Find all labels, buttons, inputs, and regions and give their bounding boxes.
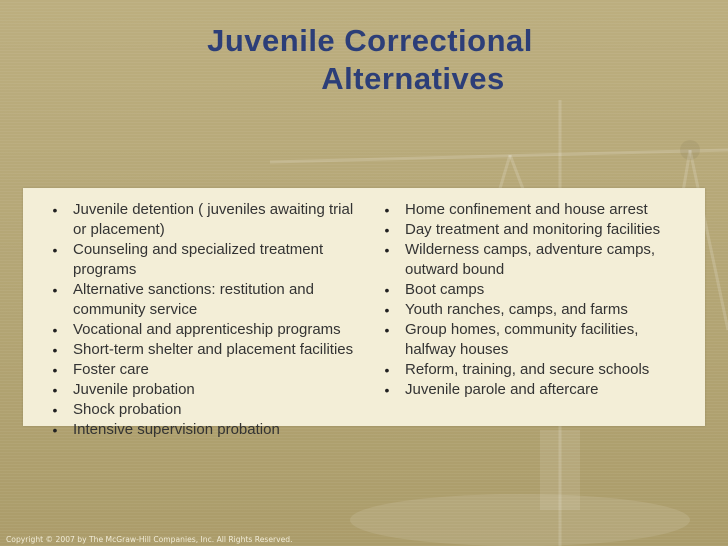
list-item bbox=[381, 320, 691, 360]
list-item bbox=[49, 340, 369, 360]
content-panel bbox=[23, 188, 705, 438]
list-item bbox=[49, 420, 369, 440]
list-item bbox=[49, 280, 369, 320]
list-item bbox=[381, 360, 691, 380]
list-item-text: Youth ranches, camps, and farms bbox=[405, 301, 628, 318]
bullet-icon: • bbox=[384, 362, 390, 378]
bullet-icon: • bbox=[52, 242, 58, 258]
bullet-icon: • bbox=[52, 282, 58, 298]
list-item bbox=[381, 200, 691, 220]
title-line-1: Juvenile Correctional bbox=[207, 23, 533, 58]
list-item-text: Short-term shelter and placement facilities bbox=[73, 341, 354, 358]
bullet-icon: • bbox=[384, 222, 390, 238]
list-item bbox=[381, 300, 691, 320]
copyright-notice: Copyright © 2007 by The McGraw-Hill Companies, Inc. All Rights Reserved. bbox=[6, 535, 293, 544]
slide-title bbox=[140, 22, 600, 98]
bullet-icon: • bbox=[384, 282, 390, 298]
list-item-text: Boot camps bbox=[405, 281, 485, 298]
list-item-text: Foster care bbox=[73, 361, 149, 378]
bullet-icon: • bbox=[384, 302, 390, 318]
list-item-text: Intensive supervision probation bbox=[73, 421, 280, 438]
list-item-text: Wilderness camps, adventure camps, outward bound bbox=[405, 241, 656, 278]
bullet-icon: • bbox=[52, 422, 58, 438]
list-item-text: Juvenile detention ( juveniles awaiting trial or placement) bbox=[73, 201, 354, 238]
bullet-icon: • bbox=[52, 322, 58, 338]
list-item bbox=[49, 380, 369, 400]
title-line-2: Alternatives bbox=[321, 61, 505, 96]
right-bullet-list bbox=[381, 200, 691, 400]
bullet-icon: • bbox=[384, 202, 390, 218]
bullet-icon: • bbox=[52, 342, 58, 358]
list-item-text: Vocational and apprenticeship programs bbox=[73, 321, 341, 338]
list-item bbox=[381, 220, 691, 240]
list-item bbox=[381, 240, 691, 280]
bullet-icon: • bbox=[384, 382, 390, 398]
bullet-icon: • bbox=[52, 202, 58, 218]
list-item-text: Home confinement and house arrest bbox=[405, 201, 648, 218]
list-item-text: Counseling and specialized treatment programs bbox=[73, 241, 324, 278]
bullet-icon: • bbox=[384, 242, 390, 258]
list-item-text: Group homes, community facilities, halfway houses bbox=[405, 321, 639, 358]
list-item-text: Day treatment and monitoring facilities bbox=[405, 221, 661, 238]
bullet-icon: • bbox=[384, 322, 390, 338]
list-item bbox=[49, 360, 369, 380]
bullet-icon: • bbox=[52, 402, 58, 418]
list-item bbox=[381, 280, 691, 300]
list-item bbox=[49, 240, 369, 280]
left-bullet-list bbox=[49, 200, 369, 440]
list-item-text: Reform, training, and secure schools bbox=[405, 361, 650, 378]
bullet-icon: • bbox=[52, 382, 58, 398]
list-item bbox=[49, 200, 369, 240]
bullet-icon: • bbox=[52, 362, 58, 378]
list-item bbox=[49, 400, 369, 420]
list-item-text: Shock probation bbox=[73, 401, 182, 418]
list-item-text: Juvenile parole and aftercare bbox=[405, 381, 599, 398]
list-item-text: Juvenile probation bbox=[73, 381, 195, 398]
list-item bbox=[381, 380, 691, 400]
list-item bbox=[49, 320, 369, 340]
list-item-text: Alternative sanctions: restitution and community service bbox=[73, 281, 314, 318]
